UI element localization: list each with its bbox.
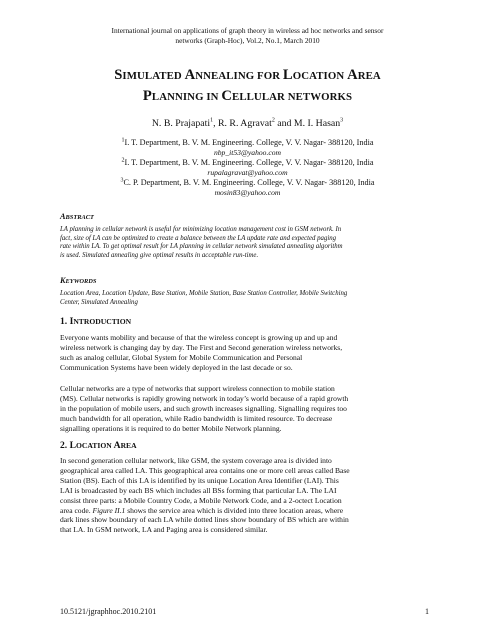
paragraph-line: Cellular networks are a type of networks that support wireless connection to mobile station bbox=[60, 384, 335, 393]
affiliation-sup: 1 bbox=[121, 137, 125, 144]
paragraph-line: such as analog cellular, Global System for Mobile Communication and Personal bbox=[60, 352, 303, 362]
affiliation-email[interactable]: mosin83@yahoo.com bbox=[214, 188, 281, 197]
abstract-line: fact, size of LA can be optimized to create a balance between the LA update rate and expected paging bbox=[60, 234, 337, 242]
title-word-rest: REA bbox=[357, 70, 381, 82]
heading-rest: OCATION bbox=[76, 441, 114, 450]
title-word-cap: C bbox=[221, 88, 233, 104]
affiliation-text: I. T. Department, B. V. M. Engineering. College, V. V. Nagar- 388120, India bbox=[124, 138, 374, 147]
author-sup: 1 bbox=[210, 117, 214, 124]
affiliation-text: C. P. Department, B. V. M. Engineering. College, V. V. Nagar- 388120, India bbox=[123, 178, 375, 187]
text-run: area code. bbox=[60, 505, 93, 515]
section-number: 2. bbox=[60, 440, 70, 451]
section-1-paragraph-2 bbox=[60, 384, 436, 434]
paragraph-line: signalling operations it is required to do better Mobile Network planning. bbox=[60, 423, 282, 433]
affiliation-email[interactable]: rupalagravat@yahoo.com bbox=[207, 168, 288, 177]
affiliation-sup: 2 bbox=[121, 157, 125, 164]
heading-cap: A bbox=[60, 212, 66, 221]
heading-cap: A bbox=[113, 440, 121, 451]
abstract-text bbox=[60, 226, 435, 260]
section-number: 1. bbox=[60, 316, 70, 327]
title-word-rest: NNEALING FOR bbox=[195, 70, 283, 82]
paper-title bbox=[40, 65, 455, 107]
title-line-1 bbox=[40, 65, 455, 86]
affiliation-sup: 3 bbox=[120, 177, 124, 184]
affiliation-2 bbox=[40, 158, 455, 178]
title-word-cap: P bbox=[142, 88, 152, 104]
paragraph-line: Communication Systems have been widely deployed in the last decade or so. bbox=[60, 362, 293, 372]
abstract-line: is used. Simulated annealing give optimal results in acceptable run-time. bbox=[60, 251, 259, 259]
title-word-rest: LANNING IN bbox=[151, 91, 222, 103]
heading-rest: EYWORDS bbox=[65, 278, 97, 285]
section-1-paragraph-1 bbox=[60, 333, 436, 373]
figure-reference: Figure II.1 bbox=[92, 505, 126, 515]
keywords-text bbox=[60, 290, 435, 307]
paragraph-line: in the population of mobile users, and such growth increases signalling. Signalling requires too bbox=[60, 403, 347, 413]
paragraph-line: LAI is broadcasted by each BS which includes all BSs forming that particular LA. The LAI bbox=[60, 485, 337, 495]
heading-cap: L bbox=[69, 440, 76, 451]
abstract-line: LA planning in cellular network is useful for minimizing location management cost in GSM network. In bbox=[60, 226, 342, 233]
title-word-cap: S bbox=[114, 67, 123, 83]
paragraph-line: consist three parts: a Mobile Country Code, a Mobile Network Code, and a 2-octect Location bbox=[60, 495, 342, 505]
journal-line-2: networks (Graph-Hoc), Vol.2, No.1, March 2010 bbox=[175, 36, 320, 45]
paragraph-line: Everyone wants mobility and because of that the wireless concept is growing up and up and bbox=[60, 333, 338, 342]
title-word-rest: OCATION bbox=[292, 70, 348, 82]
footer-page-number: 1 bbox=[425, 607, 429, 616]
paragraph-line: much bandwidth for all operation, while Radio bandwidth is limited resource. To decrease bbox=[60, 413, 333, 423]
title-word-cap: A bbox=[347, 67, 358, 83]
abstract-line: rate within LA. To get optimal result for LA planning in cellular network simulated annealing algorithm bbox=[60, 243, 343, 251]
paragraph-line: that LA. In GSM network, LA and Paging area is considered similar. bbox=[60, 525, 268, 535]
affiliation-1 bbox=[40, 138, 455, 158]
keywords-heading bbox=[60, 276, 96, 285]
author-name: N. B. Prajapati bbox=[151, 118, 211, 129]
paragraph-line: (MS). Cellular networks is rapidly growing network in today’s world because of a rapid growth bbox=[60, 393, 349, 403]
title-word-rest: IMULATED bbox=[122, 70, 185, 82]
paragraph-line: Station (BS). Each of this LA is identified by its unique Location Area Identifier (LAI). This bbox=[60, 475, 339, 485]
abstract-heading bbox=[60, 212, 94, 221]
title-word-cap: A bbox=[184, 67, 196, 83]
paragraph-line: wireless network is changing day by day. The First and Second generation wireless networks, bbox=[60, 342, 343, 352]
author-sup: 3 bbox=[340, 117, 344, 124]
heading-rest: BSTRACT bbox=[65, 214, 94, 221]
section-2-paragraph-1 bbox=[60, 456, 436, 535]
heading-cap: I bbox=[69, 316, 74, 327]
journal-line-1: International journal on applications of graph theory in wireless ad hoc networks and sensor bbox=[111, 26, 384, 35]
affiliation-email[interactable]: nbp_it53@yahoo.com bbox=[213, 148, 282, 157]
affiliation-text: I. T. Department, B. V. M. Engineering. College, V. V. Nagar- 388120, India bbox=[124, 158, 374, 167]
paragraph-line: In second generation cellular network, like GSM, the system coverage area is divided into bbox=[60, 456, 332, 465]
heading-cap: K bbox=[60, 276, 66, 285]
author-name: and M. I. Hasan bbox=[274, 118, 341, 129]
footer-doi: 10.5121/jgraphhoc.2010.2101 bbox=[60, 607, 157, 616]
keywords-line: Center, Simulated Annealing bbox=[60, 298, 138, 306]
journal-header bbox=[60, 26, 435, 46]
section-2-heading bbox=[60, 440, 137, 451]
title-word-cap: L bbox=[282, 67, 293, 83]
title-line-2 bbox=[40, 86, 455, 107]
affiliation-3 bbox=[40, 178, 455, 198]
author-sup: 2 bbox=[271, 117, 275, 124]
section-1-heading bbox=[60, 316, 131, 327]
heading-rest: REA bbox=[120, 441, 137, 450]
paragraph-line: dark lines show boundary of each LA while dotted lines show boundary of BS which are within bbox=[60, 515, 349, 525]
keywords-line: Location Area, Location Update, Base Station, Mobile Station, Base Station Controller, Mobile Switching bbox=[60, 290, 348, 297]
title-word-rest: ELLULAR NETWORKS bbox=[232, 91, 353, 103]
heading-rest: NTRODUCTION bbox=[73, 317, 132, 326]
text-run: shows the service area which is divided into three location areas, where bbox=[125, 505, 344, 515]
author-list bbox=[40, 118, 455, 130]
paragraph-line: geographical area called LA. This geographical area contains one or more cell areas called Base bbox=[60, 465, 350, 475]
author-name: , R. R. Agravat bbox=[213, 118, 272, 129]
paragraph-line bbox=[60, 506, 436, 516]
